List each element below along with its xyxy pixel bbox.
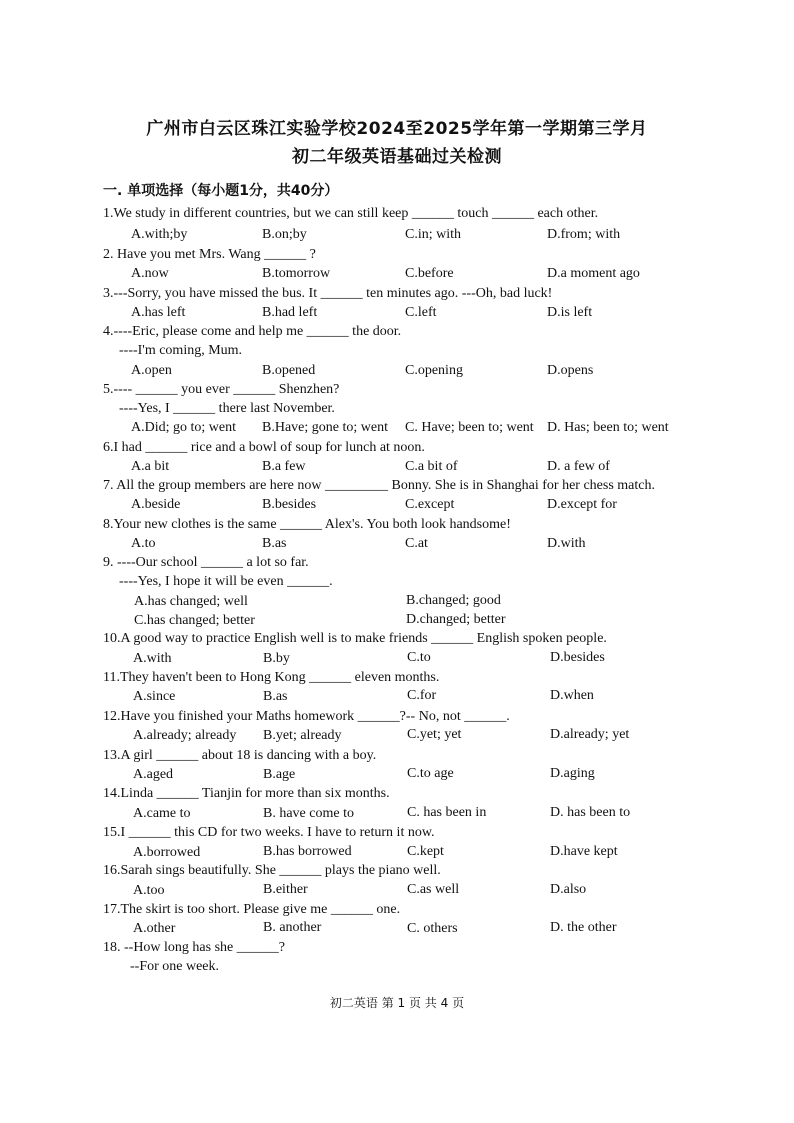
option-a: A.has changed; well [134, 594, 248, 609]
question-reply: ----Yes, I ______ there last November. [119, 401, 335, 416]
option-a: A.a bit [131, 459, 170, 474]
exam-title-line2: 初二年级英语基础过关检测 [292, 147, 502, 167]
option-b: B.yet; already [263, 728, 342, 743]
option-b: B.opened [262, 363, 316, 378]
option-d: D.is left [547, 305, 593, 320]
question-stem: 3.---Sorry, you have missed the bus. It ______ ten minutes ago. ---Oh, bad luck! [103, 286, 553, 301]
option-c: C.a bit of [405, 459, 458, 474]
option-b: B. another [263, 920, 322, 935]
option-c: C.yet; yet [407, 727, 462, 742]
option-b: B.besides [262, 497, 317, 512]
option-c: C. others [407, 921, 458, 936]
option-b: B.age [263, 767, 296, 782]
question-stem: 6.I had ______ rice and a bowl of soup for lunch at noon. [103, 440, 425, 455]
option-a: A.borrowed [133, 845, 201, 860]
question-stem: 8.Your new clothes is the same ______ Alex's. You both look handsome! [103, 517, 511, 532]
question-stem: 11.They haven't been to Hong Kong ______ eleven months. [103, 670, 440, 685]
option-b: B.has borrowed [263, 844, 352, 859]
option-d: D.besides [550, 650, 605, 665]
question-stem: 5.---- ______ you ever ______ Shenzhen? [103, 382, 340, 397]
question-stem: 13.A girl ______ about 18 is dancing with a boy. [103, 748, 377, 763]
option-a: A.open [131, 363, 172, 378]
option-c: C.before [405, 266, 454, 281]
option-a: A.Did; go to; went [131, 420, 236, 435]
option-c: C.left [405, 305, 437, 320]
option-a: A.has left [131, 305, 186, 320]
page-footer: 初二英语 第 1 页 共 4 页 [329, 996, 465, 1010]
option-b: B.either [263, 882, 308, 897]
question-stem: 2. Have you met Mrs. Wang ______ ? [103, 247, 316, 262]
option-d: D.from; with [547, 227, 621, 242]
option-a: A.with [133, 651, 172, 666]
question-reply: ----I'm coming, Mum. [119, 343, 243, 358]
option-d: D.except for [547, 497, 617, 512]
section-heading: 一. 单项选择（每小题1分，共40分） [103, 183, 339, 199]
question-stem: 9. ----Our school ______ a lot so far. [103, 555, 309, 570]
option-d: D.have kept [550, 844, 618, 859]
option-c: C.kept [407, 844, 444, 859]
question-reply: --For one week. [130, 959, 220, 974]
option-a: A.beside [131, 497, 181, 512]
question-stem: 14.Linda ______ Tianjin for more than six months. [103, 786, 390, 801]
option-d: D. Has; been to; went [547, 420, 669, 435]
option-c: C.to [407, 650, 431, 665]
option-a: A.since [133, 689, 176, 704]
question-stem: 12.Have you finished your Maths homework ______?-- No, not ______. [103, 709, 510, 724]
question-stem: 10.A good way to practice English well is to make friends ______ English spoken people. [103, 631, 607, 646]
option-c: C.has changed; better [134, 613, 255, 628]
option-a: A.aged [133, 767, 174, 782]
option-b: B.changed; good [406, 593, 501, 608]
exam-title-line1: 广州市白云区珠江实验学校2024至2025学年第一学期第三学月 [146, 119, 648, 139]
option-a: A.other [133, 921, 176, 936]
option-d: D. a few of [547, 459, 610, 474]
option-b: B.on;by [262, 227, 307, 242]
option-a: A.came to [133, 806, 191, 821]
option-b: B.Have; gone to; went [262, 420, 388, 435]
option-b: B.by [263, 651, 290, 666]
question-stem: 16.Sarah sings beautifully. She ______ plays the piano well. [103, 863, 441, 878]
question-stem: 17.The skirt is too short. Please give me ______ one. [103, 902, 401, 917]
option-a: A.already; already [133, 728, 237, 743]
option-c: C.at [405, 536, 428, 551]
option-a: A.too [133, 883, 165, 898]
option-c: C.except [405, 497, 455, 512]
option-d: D.when [550, 688, 594, 703]
option-b: B.as [263, 689, 288, 704]
option-c: C.as well [407, 882, 460, 897]
option-a: A.to [131, 536, 156, 551]
option-d: D.a moment ago [547, 266, 640, 281]
option-c: C.for [407, 688, 437, 703]
option-c: C.to age [407, 766, 454, 781]
question-stem: 15.I ______ this CD for two weeks. I have to return it now. [103, 825, 435, 840]
option-c: C. Have; been to; went [405, 420, 534, 435]
option-c: C. has been in [407, 805, 487, 820]
option-d: D.opens [547, 363, 594, 378]
option-b: B.a few [262, 459, 306, 474]
option-b: B.tomorrow [262, 266, 331, 281]
option-c: C.opening [405, 363, 463, 378]
option-a: A.now [131, 266, 169, 281]
question-stem: 7. All the group members are here now _________ Bonny. She is in Shanghai for her chess match. [103, 478, 655, 493]
option-d: D. has been to [550, 805, 631, 820]
option-d: D.with [547, 536, 586, 551]
option-d: D.also [550, 882, 587, 897]
option-d: D. the other [550, 920, 617, 935]
option-b: B.as [262, 536, 287, 551]
option-b: B. have come to [263, 806, 354, 821]
question-stem: 1.We study in different countries, but we can still keep ______ touch ______ each other. [103, 206, 599, 221]
option-d: D.changed; better [406, 612, 506, 627]
option-b: B.had left [262, 305, 318, 320]
option-a: A.with;by [131, 227, 188, 242]
question-reply: ----Yes, I hope it will be even ______. [119, 574, 333, 589]
question-stem: 18. --How long has she ______? [103, 940, 285, 955]
question-stem: 4.----Eric, please come and help me ______ the door. [103, 324, 402, 339]
option-c: C.in; with [405, 227, 462, 242]
option-d: D.already; yet [550, 727, 630, 742]
option-d: D.aging [550, 766, 595, 781]
